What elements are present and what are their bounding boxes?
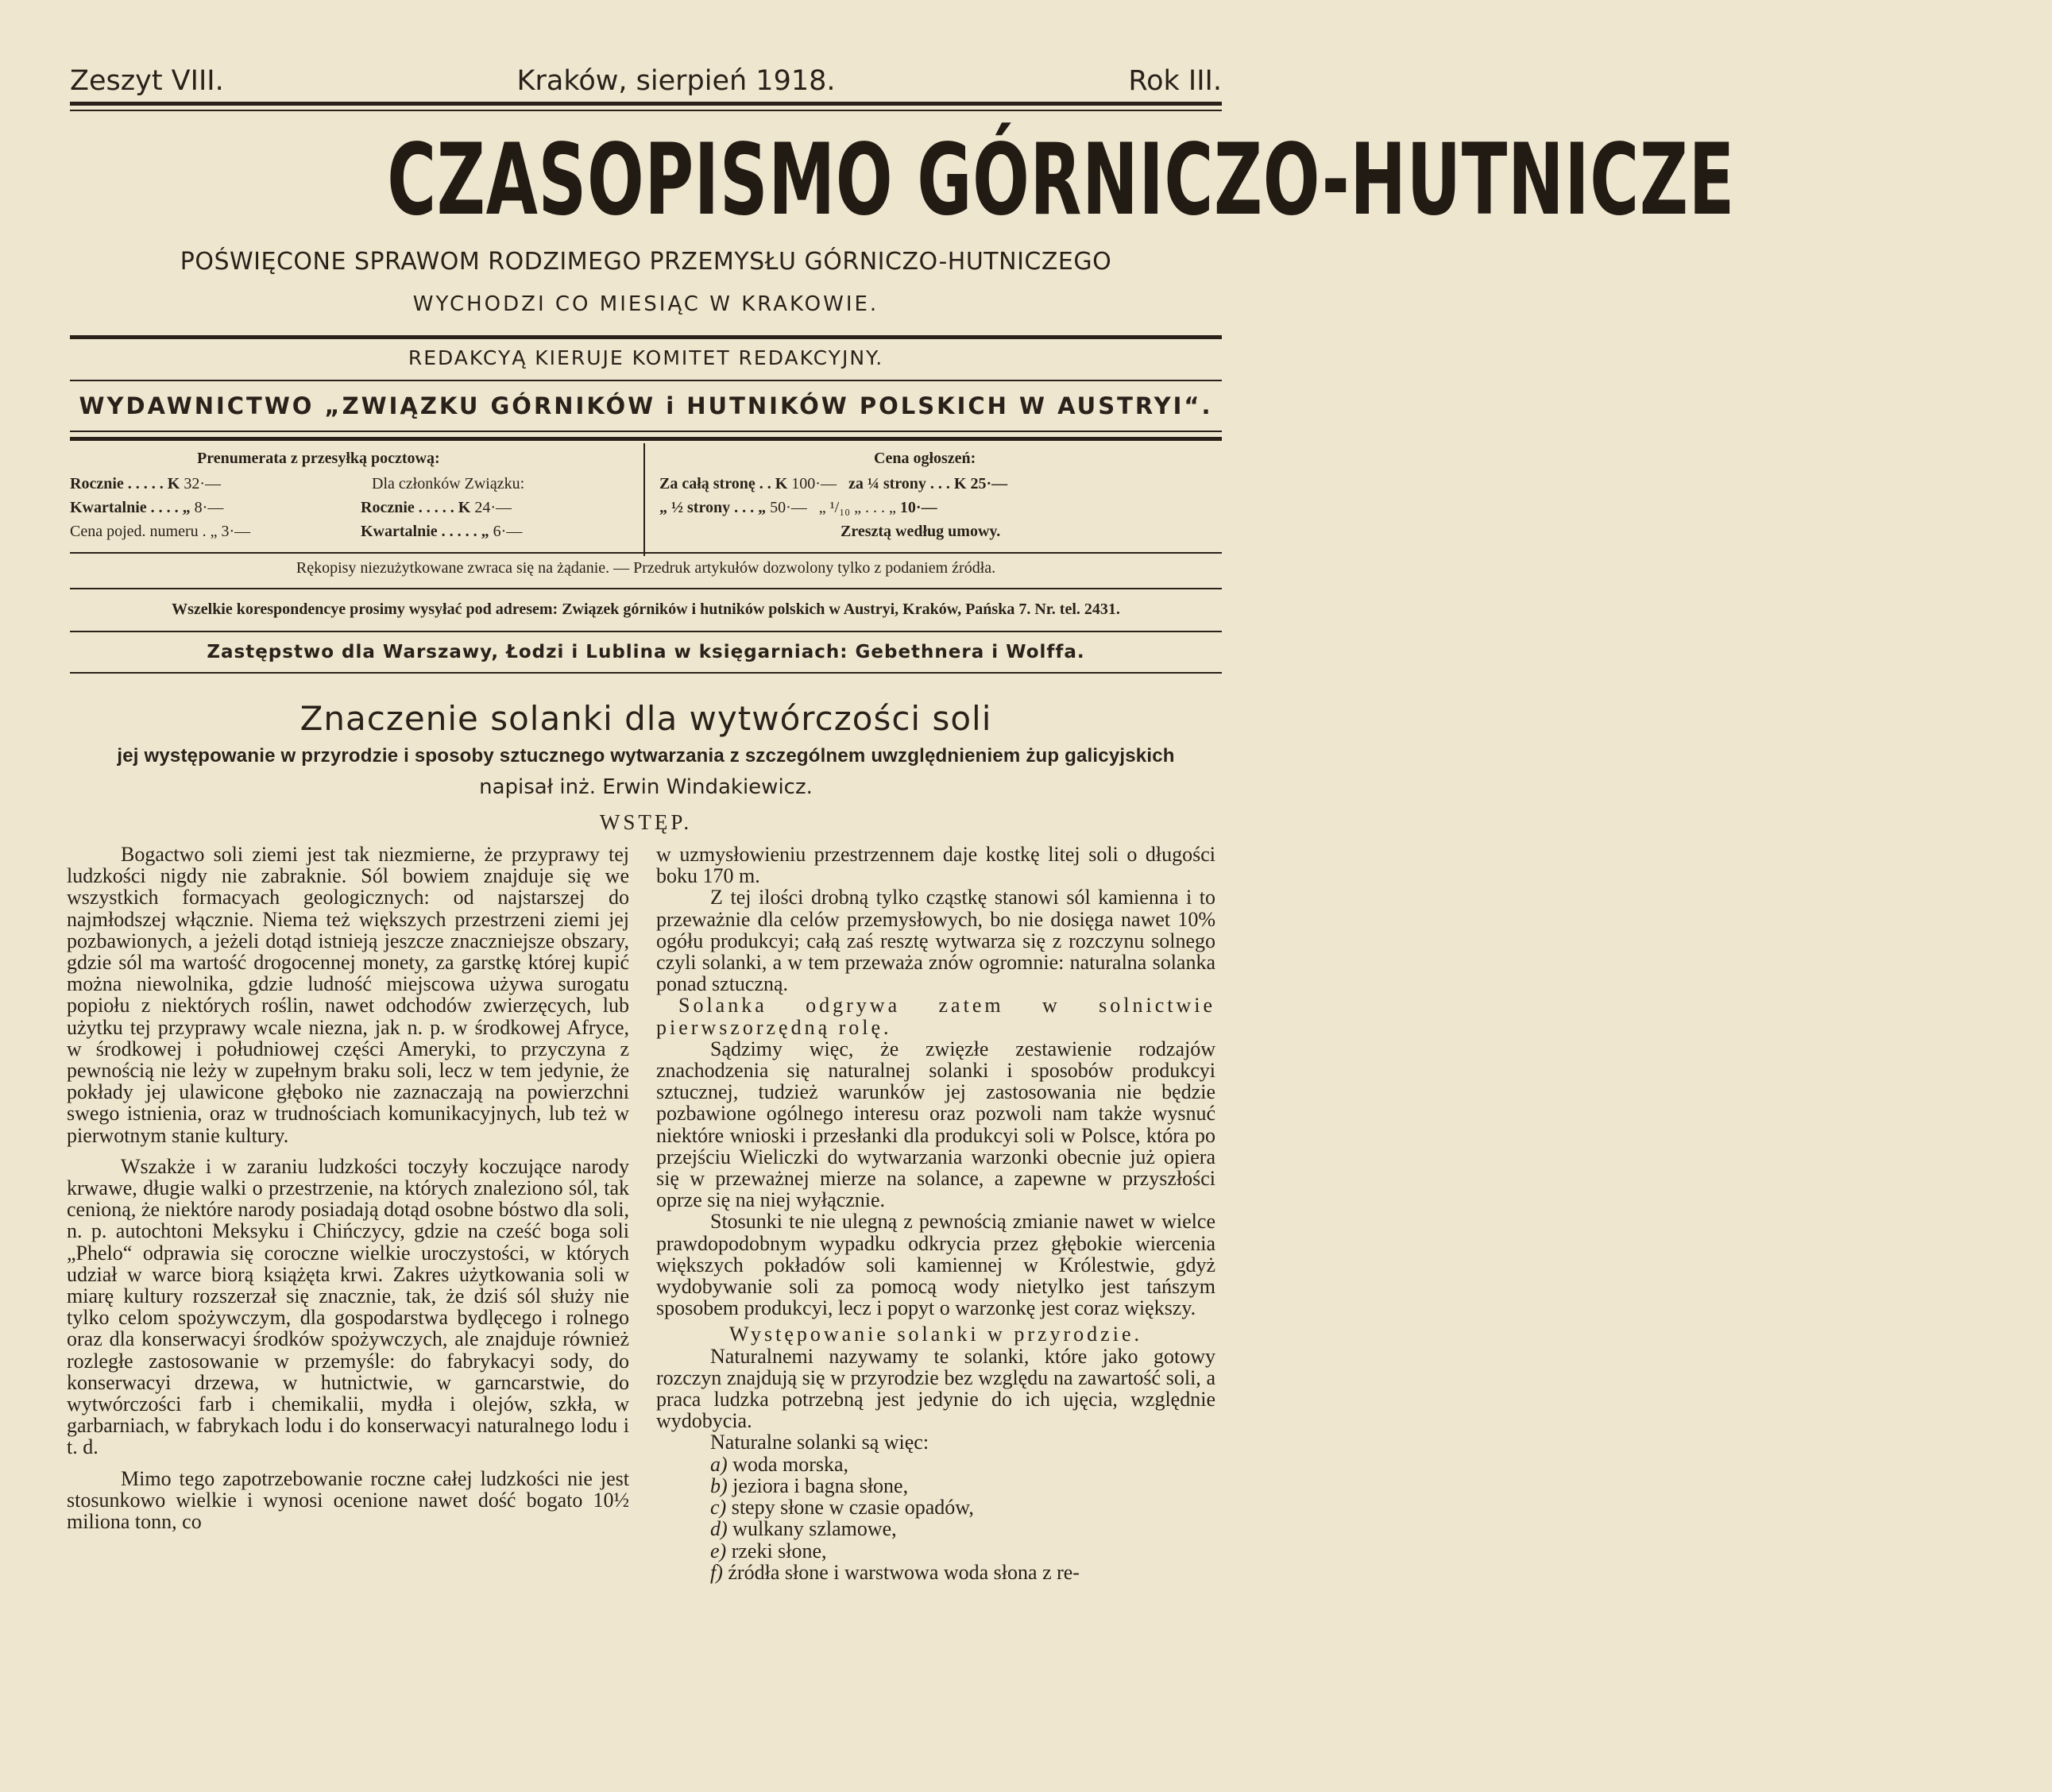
- paragraph: Naturalnemi nazywamy te solanki, które jako gotowy rozczyn znajdują się w przyrodzie bez względu na zawartość soli, a praca ludzka potrzebną jest jedynie do ich ujęcia, względnie wydobycia.: [656, 1344, 1215, 1433]
- list-item: a) woda morska,: [710, 1452, 849, 1476]
- paragraph: Wszakże i w zaraniu ludzkości toczyły koczujące narody krwawe, długie walki o przestrzenie, na których znaleziono sól, tak cenioną, że niektóre narody posiadają dotąd osobne bóstwo dla soli, n. p. autochtoni Meksyku i Chińczycy, gdzie na cześć boga soli „Phelo“ odprawia się coroczne wielkie uroczystości, w których udział w warce biorą książęta krwi. Zakres użytkowania soli w miarę kultury rozszerzał się znacznie, tak, że dziś sól służy nie tylko celom spożywczym, dla gospodarstwa bydlęcego i rolnego oraz dla konserwacyi środków spożywczych, ale znajduje również rozległe zastosowanie w przemyśle: do fabrykacyi sody, do konserwacyi drzewa, w hutnictwie, w garncarstwie, do wytwórczości farb i chemikalii, mydła i olejów, szkła, w garbarniach, w fabrykach lodu i do konserwacyi naturalnego lodu i t. d.: [67, 1154, 629, 1459]
- section-heading: WSTĘP.: [599, 810, 693, 834]
- manuscripts-note: Rękopisy niezużytkowane zwraca się na żądanie. — Przedruk artykułów dozwolony tylko z podaniem źródła.: [296, 559, 996, 577]
- rule-6: [70, 588, 1222, 589]
- correspondence-note: Wszelkie korespondencye prosimy wysyłać pod adresem: Związek górników i hutników polskich w Austryi, Kraków, Pańska 7. Nr. tel. 2431.: [172, 601, 1120, 618]
- ads-row: „ ½ strony . . . „ 50·— „ ¹/₁₀ „ . . . „ 10·—: [659, 499, 937, 516]
- publisher-line: WYDAWNICTWO „ZWIĄZKU GÓRNIKÓW i HUTNIKÓW POLSKICH W AUSTRYI“.: [79, 392, 1213, 419]
- rule-4: [70, 431, 1222, 432]
- issue-line: [70, 65, 1222, 97]
- paragraph: Mimo tego zapotrzebowanie roczne całej ludzkości nie jest stosunkowo wielkie i wynosi ocenione nawet dość bogato 10½ miliona tonn, co: [67, 1466, 629, 1534]
- members-title: Dla członków Związku:: [372, 475, 525, 492]
- list-item: e) rzeki słone,: [710, 1539, 827, 1562]
- paragraph: Sądzimy więc, że zwięzłe zestawienie rodzajów znachodzenia się naturalnej solanki i sposobów produkcyi sztucznej, tudzież warunków jej zastosowania nie będzie pozbawione ogólnego interesu oraz pozwoli nam także wysnuć niektóre wnioski i przesłanki dla produkcyi soli w Polsce, która po przejściu Wieliczki do wytwarzania warzonki obecnie już opiera się w przeważnej mierze na solance, a zapewne w przyszłości oprze się na niej wyłącznie.: [656, 1037, 1215, 1212]
- agency-note: Zastępstwo dla Warszawy, Łodzi i Lublina w księgarniach: Gebethnera i Wolffa.: [207, 642, 1085, 662]
- left-column: [67, 844, 629, 1532]
- members-row: Kwartalnie . . . . . „ 6·—: [361, 523, 523, 540]
- subscription-row: Rocznie . . . . . K 32·—: [70, 475, 221, 492]
- subsection-heading: Występowanie solanki w przyrodzie.: [729, 1323, 1142, 1346]
- masthead-subtitle: POŚWIĘCONE SPRAWOM RODZIMEGO PRZEMYSŁU GÓRNICZO-HUTNICZEGO: [180, 248, 1112, 276]
- price-box: [70, 443, 1222, 556]
- list-item: f) źródła słone i warstwowa woda słona z re-: [710, 1560, 1080, 1584]
- right-column: [656, 844, 1215, 1583]
- place-date: Kraków, sierpień 1918.: [516, 65, 836, 97]
- top-rule: [70, 102, 1222, 106]
- subscription-title: Prenumerata z przesyłką pocztową:: [197, 450, 440, 467]
- editorial-board: REDAKCYĄ KIERUJE KOMITET REDAKCYJNY.: [408, 346, 884, 369]
- masthead: [70, 121, 1735, 240]
- rule-4b: [70, 437, 1222, 441]
- rule-8: [70, 672, 1222, 674]
- rule-3: [70, 380, 1222, 381]
- issue-number: Zeszyt VIII.: [70, 65, 224, 97]
- subscription-row: Cena pojed. numeru . „ 3·—: [70, 523, 251, 540]
- ads-note: Zresztą według umowy.: [841, 523, 1001, 540]
- masthead-title: CZASOPISMO GÓRNICZO-HUTNICZE: [387, 123, 1735, 238]
- rule-7: [70, 631, 1222, 632]
- paragraph: Bogactwo soli ziemi jest tak niezmierne, że przyprawy tej ludzkości nigdy nie zabraknie. Sól bowiem znajduje się we wszystkich formacyach geologicznych: od najstarszej do najmłodszej włącznie. Niema też większych przestrzeni ziemi jej pozbawionych, a jeżeli dotąd istnieją jeszcze znaczniejsze obszary, gdzie sól ma wartość drogocennej monety, za garstkę której kupić można niewolnika, gdzie ludność miejscowa używa surogatu popiołu z niektórych roślin, nawet odchodów zwierzęcych, lub użytku tej przyprawy wcale niezna, jak n. p. w środkowej Afryce, w środkowej i południowej części Ameryki, to przyczyna z pewnością nie leży w zupełnym braku soli, lecz w tem jedynie, że pokłady jej ulawicone głęboko nie zaznaczają na powierzchni swego istnienia, oraz w trudnościach komunikacyjnych, lub też w pierwotnym stanie kultury.: [67, 843, 629, 1147]
- price-box-divider: [643, 443, 645, 556]
- top-rule-thin: [70, 110, 1222, 111]
- paragraph: Z tej ilości drobną tylko cząstkę stanowi sól kamienna i to przeważnie dla celów przemysłowych, bo nie dosięga nawet 10% ogółu produkcyi; całą zaś resztę wytwarza się z rozczynu solnego czyli solanki, a w tem przeważa znów ogromnie: naturalna solanka ponad sztuczną.: [656, 886, 1215, 996]
- paragraph: Stosunki te nie ulegną z pewnością zmianie nawet w wielce prawdopodobnym wypadku odkrycia przez głębokie wiercenia większych pokładów soli kamiennej w Królestwie, gdyż wydobywanie soli za pomocą wody nietylko jest tańszym sposobem produkcyi, lecz i popyt o warzonkę jest coraz większy.: [656, 1210, 1215, 1320]
- rule-5: [70, 552, 1222, 554]
- members-row: Rocznie . . . . . K 24·—: [361, 499, 512, 516]
- emphasized-paragraph: Solanka odgrywa zatem w solnictwie pierwszorzędną rolę.: [656, 994, 1215, 1039]
- list-item: c) stepy słone w czasie opadów,: [710, 1496, 974, 1520]
- subscription-row: Kwartalnie . . . . „ 8·—: [70, 499, 224, 516]
- paragraph-continued: w uzmysłowieniu przestrzennem daje kostkę litej soli o długości boku 170 m.: [656, 843, 1215, 888]
- publication-frequency: WYCHODZI CO MIESIĄC W KRAKOWIE.: [412, 292, 879, 316]
- ads-row: Za całą stronę . . K 100·— za ¼ strony . . . K 25·—: [659, 475, 1008, 492]
- list-item: d) wulkany szlamowe,: [710, 1517, 897, 1541]
- article-subtitle: jej występowanie w przyrodzie i sposoby sztucznego wytwarzania z szczególnem uwzględnieniem żup galicyjskich: [117, 745, 1175, 767]
- article-author: napisał inż. Erwin Windakiewicz.: [479, 775, 813, 799]
- article-title: Znaczenie solanki dla wytwórczości soli: [299, 699, 992, 738]
- volume-year: Rok III.: [1128, 65, 1222, 97]
- rule-2: [70, 335, 1222, 339]
- paragraph: Naturalne solanki są więc:: [710, 1431, 929, 1454]
- list-item: b) jeziora i bagna słone,: [710, 1473, 909, 1497]
- ads-title: Cena ogłoszeń:: [874, 450, 976, 467]
